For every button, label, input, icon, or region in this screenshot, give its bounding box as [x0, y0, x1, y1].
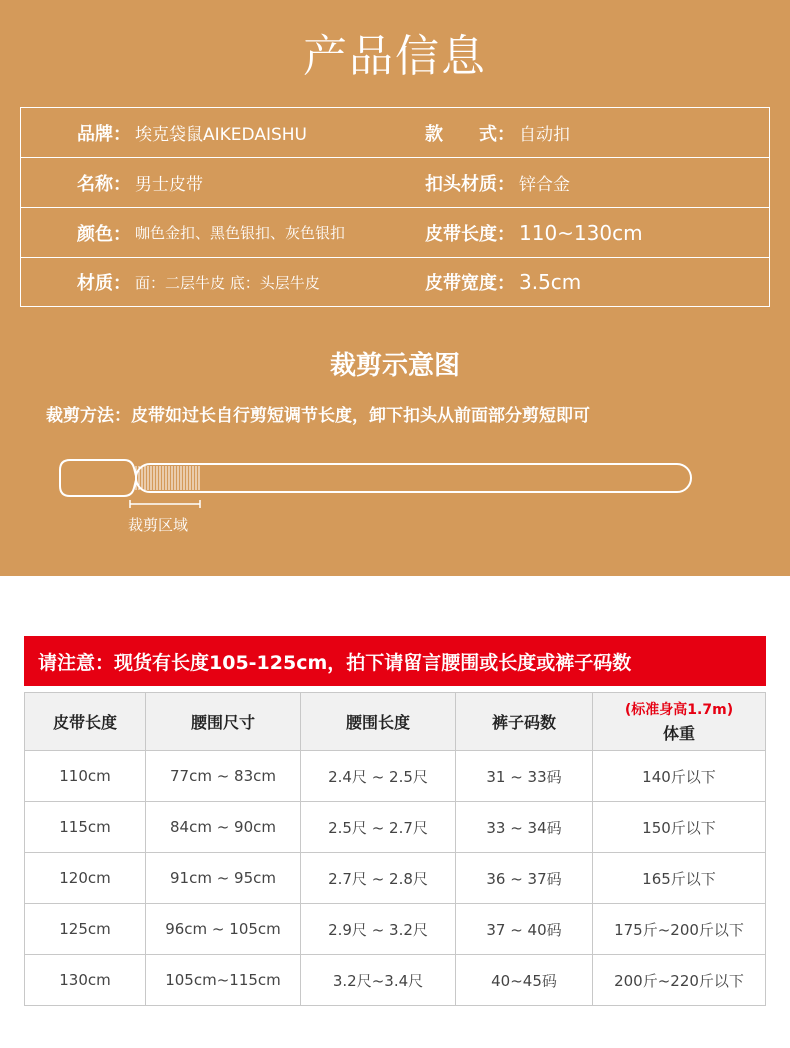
table-cell: 2.7尺 ~ 2.8尺 — [301, 853, 456, 904]
length-label: 皮带长度： — [425, 223, 515, 245]
header-weight-label: 体重 — [662, 724, 695, 743]
table-cell: 200斤~220斤以下 — [593, 955, 766, 1006]
table-cell: 2.4尺 ~ 2.5尺 — [301, 751, 456, 802]
header-waist-length: 腰围长度 — [301, 693, 456, 751]
color-value: 咖色金扣、黑色银扣、灰色银扣 — [135, 224, 346, 242]
table-cell: 115cm — [25, 802, 146, 853]
table-cell: 150斤以下 — [593, 802, 766, 853]
table-cell: 105cm~115cm — [146, 955, 301, 1006]
info-row-color — [21, 208, 769, 258]
header-belt-length: 皮带长度 — [25, 693, 146, 751]
table-cell: 37 ~ 40码 — [456, 904, 593, 955]
header-weight — [593, 693, 766, 751]
table-cell: 2.9尺 ~ 3.2尺 — [301, 904, 456, 955]
size-chart-table — [24, 692, 766, 1006]
info-row-name — [21, 158, 769, 208]
width-value: 3.5cm — [519, 270, 582, 294]
brand-cell — [77, 108, 307, 157]
name-label: 名称： — [77, 173, 131, 195]
size-table-header-row — [25, 693, 766, 751]
table-row — [25, 853, 766, 904]
style-cell — [425, 108, 570, 157]
standard-height-note: (标准身高1.7m) — [624, 702, 734, 718]
material-label: 材质： — [77, 273, 131, 294]
table-cell: 165斤以下 — [593, 853, 766, 904]
cut-area-label: 裁剪区域 — [128, 516, 189, 534]
notice-banner: 请注意：现货有长度105-125cm，拍下请留言腰围或长度或裤子码数 — [24, 636, 766, 686]
belt-cut-diagram — [56, 458, 696, 518]
table-cell: 110cm — [25, 751, 146, 802]
page-title: 产品信息 — [303, 31, 487, 82]
belt-strap-shape — [136, 464, 691, 492]
cut-method-text: 裁剪方法：皮带如过长自行剪短调节长度，卸下扣头从前面部分剪短即可 — [46, 406, 590, 426]
buckle-value: 锌合金 — [519, 175, 570, 195]
table-cell: 31 ~ 33码 — [456, 751, 593, 802]
name-value: 男士皮带 — [135, 175, 203, 195]
buckle-label: 扣头材质： — [425, 173, 515, 195]
buckle-shape — [60, 460, 136, 496]
table-cell: 91cm ~ 95cm — [146, 853, 301, 904]
table-cell: 84cm ~ 90cm — [146, 802, 301, 853]
buckle-cell — [425, 158, 570, 207]
brand-label: 品牌： — [77, 123, 131, 145]
product-info-table — [20, 107, 770, 307]
style-label: 款 式： — [425, 123, 515, 145]
info-row-brand — [21, 108, 769, 158]
width-label: 皮带宽度： — [425, 273, 515, 294]
table-cell: 40~45码 — [456, 955, 593, 1006]
table-cell: 140斤以下 — [593, 751, 766, 802]
color-label: 颜色： — [77, 223, 131, 245]
name-cell — [77, 158, 203, 207]
material-cell — [77, 258, 320, 306]
table-row — [25, 904, 766, 955]
material-value: 面：二层牛皮 底：头层牛皮 — [135, 273, 320, 292]
table-cell: 120cm — [25, 853, 146, 904]
table-row — [25, 802, 766, 853]
style-value: 自动扣 — [519, 125, 570, 145]
info-row-material — [21, 258, 769, 306]
table-cell: 130cm — [25, 955, 146, 1006]
table-cell: 36 ~ 37码 — [456, 853, 593, 904]
brand-value: 埃克袋鼠AIKEDAISHU — [135, 125, 307, 145]
table-cell: 2.5尺 ~ 2.7尺 — [301, 802, 456, 853]
table-cell: 33 ~ 34码 — [456, 802, 593, 853]
header-pants-size: 裤子码数 — [456, 693, 593, 751]
length-cell — [425, 208, 643, 257]
table-cell: 96cm ~ 105cm — [146, 904, 301, 955]
length-value: 110~130cm — [519, 220, 643, 245]
table-row — [25, 751, 766, 802]
width-cell — [425, 258, 581, 306]
color-cell — [77, 208, 345, 257]
table-cell: 77cm ~ 83cm — [146, 751, 301, 802]
cut-diagram-title: 裁剪示意图 — [329, 351, 460, 381]
table-cell: 175斤~200斤以下 — [593, 904, 766, 955]
table-cell: 3.2尺~3.4尺 — [301, 955, 456, 1006]
table-row — [25, 955, 766, 1006]
table-cell: 125cm — [25, 904, 146, 955]
header-waist-size: 腰围尺寸 — [146, 693, 301, 751]
cut-area-hatch — [136, 466, 199, 490]
